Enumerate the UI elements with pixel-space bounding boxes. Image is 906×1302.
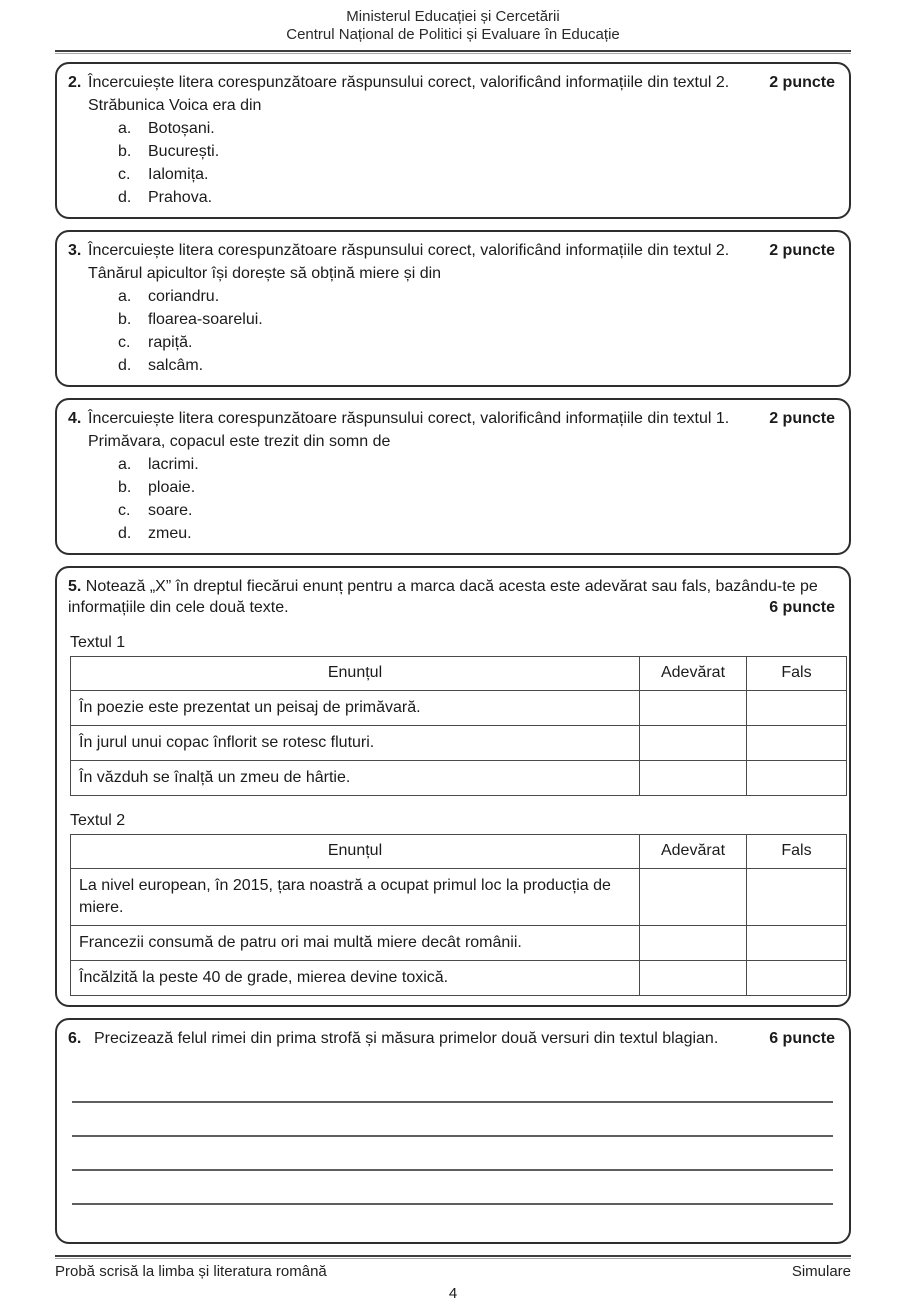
question-3-stem: Tânărul apicultor își dorește să obțină miere și din (88, 265, 442, 282)
question-5-points: 6 puncte (769, 599, 835, 616)
true-mark-cell (640, 926, 747, 961)
question-2-number: 2. (68, 74, 82, 91)
true-false-table-1 (70, 656, 847, 796)
true-mark-cell (640, 726, 747, 761)
option-text: salcâm. (148, 357, 204, 374)
document-footer (55, 1259, 851, 1280)
question-5-number: 5. (68, 578, 82, 595)
option-letter: d. (118, 525, 132, 542)
answer-option (118, 118, 835, 139)
question-3-prompt: Încercuiește litera corespunzătoare răspunsului corect, valorificând informațiile din textul 2. (88, 242, 730, 259)
question-3-points: 2 puncte (769, 242, 835, 259)
answer-line (72, 1137, 833, 1171)
option-text: floarea-soarelui. (148, 311, 263, 328)
question-box-3 (55, 230, 851, 387)
statement-cell: În văzduh se înalță un zmeu de hârtie. (71, 761, 640, 796)
false-mark-cell (747, 761, 847, 796)
table-row (71, 961, 847, 996)
answer-option (118, 454, 835, 475)
option-text: Botoșani. (148, 120, 215, 137)
option-letter: d. (118, 357, 132, 374)
answer-option (118, 187, 835, 208)
question-4-prompt: Încercuiește litera corespunzătoare răspunsului corect, valorificând informațiile din textul 1. (88, 410, 730, 427)
statement-cell: Francezii consumă de patru ori mai multă miere decât românii. (71, 926, 640, 961)
question-4-points: 2 puncte (769, 410, 835, 427)
footer-exam-name: Probă scrisă la limba și literatura română (55, 1263, 327, 1280)
answer-option (118, 332, 835, 353)
question-5-title (68, 576, 835, 618)
false-mark-cell (747, 926, 847, 961)
center-title: Centrul Național de Politici și Evaluare în Educație (286, 26, 620, 43)
question-3-title (68, 240, 835, 261)
answer-option (118, 286, 835, 307)
option-text: coriandru. (148, 288, 220, 305)
true-mark-cell (640, 961, 747, 996)
statement-cell: La nivel european, în 2015, țara noastră a ocupat primul loc la producția de miere. (71, 869, 640, 926)
table-row (71, 691, 847, 726)
question-6-prompt: Precizează felul rimei din prima strofă și măsura primelor două versuri din textul blagian. (94, 1030, 719, 1047)
true-column-header: Adevărat (640, 835, 747, 869)
table-row (71, 761, 847, 796)
option-text: soare. (148, 502, 193, 519)
option-text: ploaie. (148, 479, 196, 496)
option-text: lacrimi. (148, 456, 199, 473)
option-letter: c. (118, 502, 131, 519)
statement-cell: În poezie este prezentat un peisaj de primăvară. (71, 691, 640, 726)
document-header (55, 8, 851, 44)
question-6-title (68, 1028, 835, 1049)
answer-line (72, 1171, 833, 1205)
false-column-header: Fals (747, 835, 847, 869)
table-header-row (71, 835, 847, 869)
option-text: rapiță. (148, 334, 193, 351)
option-letter: c. (118, 166, 131, 183)
option-letter: c. (118, 334, 131, 351)
answer-lines (72, 1075, 833, 1205)
option-letter: b. (118, 143, 132, 160)
question-2-prompt: Încercuiește litera corespunzătoare răspunsului corect, valorificând informațiile din textul 2. (88, 74, 730, 91)
question-2-title (68, 72, 835, 93)
false-mark-cell (747, 869, 847, 926)
option-letter: a. (118, 120, 132, 137)
ministry-title: Ministerul Educației și Cercetării (346, 8, 560, 25)
answer-option (118, 477, 835, 498)
true-false-table-2 (70, 834, 847, 996)
footer-session-name: Simulare (791, 1263, 851, 1280)
table-row (71, 869, 847, 926)
table-header-row (71, 657, 847, 691)
true-column-header: Adevărat (640, 657, 747, 691)
false-mark-cell (747, 691, 847, 726)
answer-line (72, 1103, 833, 1137)
question-4-title (68, 408, 835, 429)
option-letter: a. (118, 456, 132, 473)
option-text: Prahova. (148, 189, 213, 206)
table-2-label: Textul 2 (70, 812, 126, 829)
answer-option (118, 523, 835, 544)
true-mark-cell (640, 761, 747, 796)
statement-column-header: Enunțul (71, 835, 640, 869)
answer-option (118, 500, 835, 521)
statement-cell: Încălzită la peste 40 de grade, mierea devine toxică. (71, 961, 640, 996)
option-letter: b. (118, 311, 132, 328)
question-box-4 (55, 398, 851, 555)
table-1-label: Textul 1 (70, 634, 126, 651)
option-letter: b. (118, 479, 132, 496)
statement-cell: În jurul unui copac înflorit se rotesc fluturi. (71, 726, 640, 761)
statement-column-header: Enunțul (71, 657, 640, 691)
false-mark-cell (747, 726, 847, 761)
question-6-number: 6. (68, 1030, 82, 1047)
page-number: 4 (448, 1285, 458, 1302)
table-row (71, 926, 847, 961)
true-mark-cell (640, 869, 747, 926)
question-4-stem: Primăvara, copacul este trezit din somn de (88, 433, 391, 450)
option-letter: d. (118, 189, 132, 206)
false-column-header: Fals (747, 657, 847, 691)
answer-option (118, 141, 835, 162)
question-5-prompt: Notează „X” în dreptul fiecărui enunț pentru a marca dacă acesta este adevărat sau fals, bazându-te pe informațiile din cele două texte. (68, 578, 818, 616)
question-6-points: 6 puncte (769, 1030, 835, 1047)
true-mark-cell (640, 691, 747, 726)
table-row (71, 726, 847, 761)
answer-option (118, 309, 835, 330)
question-box-2 (55, 62, 851, 219)
option-text: Ialomița. (148, 166, 209, 183)
question-4-number: 4. (68, 410, 82, 427)
option-text: zmeu. (148, 525, 192, 542)
answer-line (72, 1075, 833, 1103)
option-letter: a. (118, 288, 132, 305)
question-2-stem: Străbunica Voica era din (88, 97, 262, 114)
header-rule (55, 50, 851, 54)
question-2-points: 2 puncte (769, 74, 835, 91)
answer-option (118, 355, 835, 376)
option-text: București. (148, 143, 220, 160)
question-box-6 (55, 1018, 851, 1244)
false-mark-cell (747, 961, 847, 996)
question-3-number: 3. (68, 242, 82, 259)
answer-option (118, 164, 835, 185)
question-box-5 (55, 566, 851, 1007)
